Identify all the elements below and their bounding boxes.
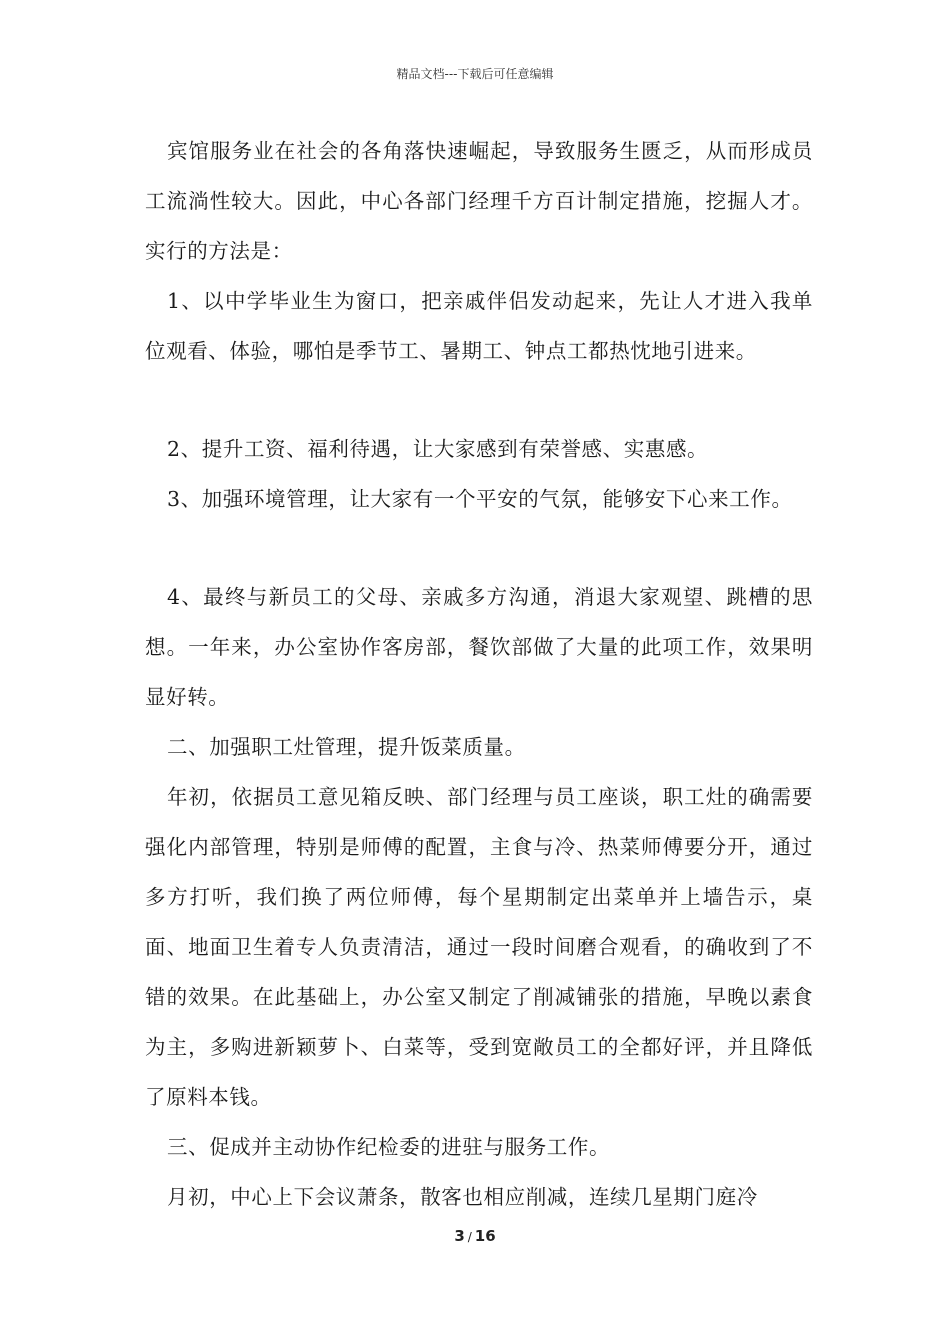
page-current: 3 (454, 1227, 465, 1245)
page-header: 精品文档---下载后可任意编辑 (396, 67, 554, 81)
paragraph-item-1: 1、以中学毕业生为窗口，把亲戚伴侣发动起来，先让人才进入我单位观看、体验，哪怕是季节工、暑期工、钟点工都热忱地引进来。 (145, 289, 813, 363)
document-body (145, 126, 813, 1222)
page-total: 16 (474, 1227, 496, 1245)
paragraph-intro: 宾馆服务业在社会的各角落快速崛起，导致服务生匮乏，从而形成员工流淌性较大。因此，中心各部门经理千方百计制定措施，挖掘人才。实行的方法是： (145, 139, 813, 263)
paragraph-canteen: 年初，依据员工意见箱反映、部门经理与员工座谈，职工灶的确需要强化内部管理，特别是师傅的配置，主食与冷、热菜师傅要分开，通过多方打听，我们换了两位师傅，每个星期制定出菜单并上墙告示，桌面、地面卫生着专人负责清洁，通过一段时间磨合观看，的确收到了不错的效果。在此基础上，办公室又制定了削减铺张的措施，早晚以素食为主，多购进新颖萝卜、白菜等，受到宽敞员工的全都好评，并且降低了原料本钱。 (145, 785, 813, 1109)
paragraph-gap (145, 376, 813, 424)
paragraph-month-start: 月初，中心上下会议萧条，散客也相应削减，连续几星期门庭冷 (167, 1185, 758, 1209)
page-separator: / (467, 1230, 472, 1244)
paragraph-item-3: 3、加强环境管理，让大家有一个平安的气氛，能够安下心来工作。 (167, 487, 793, 511)
page-number (0, 1226, 950, 1247)
paragraph-gap (145, 524, 813, 572)
section-heading-3: 三、促成并主动协作纪检委的进驻与服务工作。 (167, 1135, 611, 1159)
paragraph-item-2: 2、提升工资、福利待遇，让大家感到有荣誉感、实惠感。 (167, 437, 709, 461)
paragraph-item-4: 4、最终与新员工的父母、亲戚多方沟通，消退大家观望、跳槽的思想。一年来，办公室协作客房部，餐饮部做了大量的此项工作，效果明显好转。 (145, 585, 813, 709)
section-heading-2: 二、加强职工灶管理，提升饭菜质量。 (167, 735, 526, 759)
